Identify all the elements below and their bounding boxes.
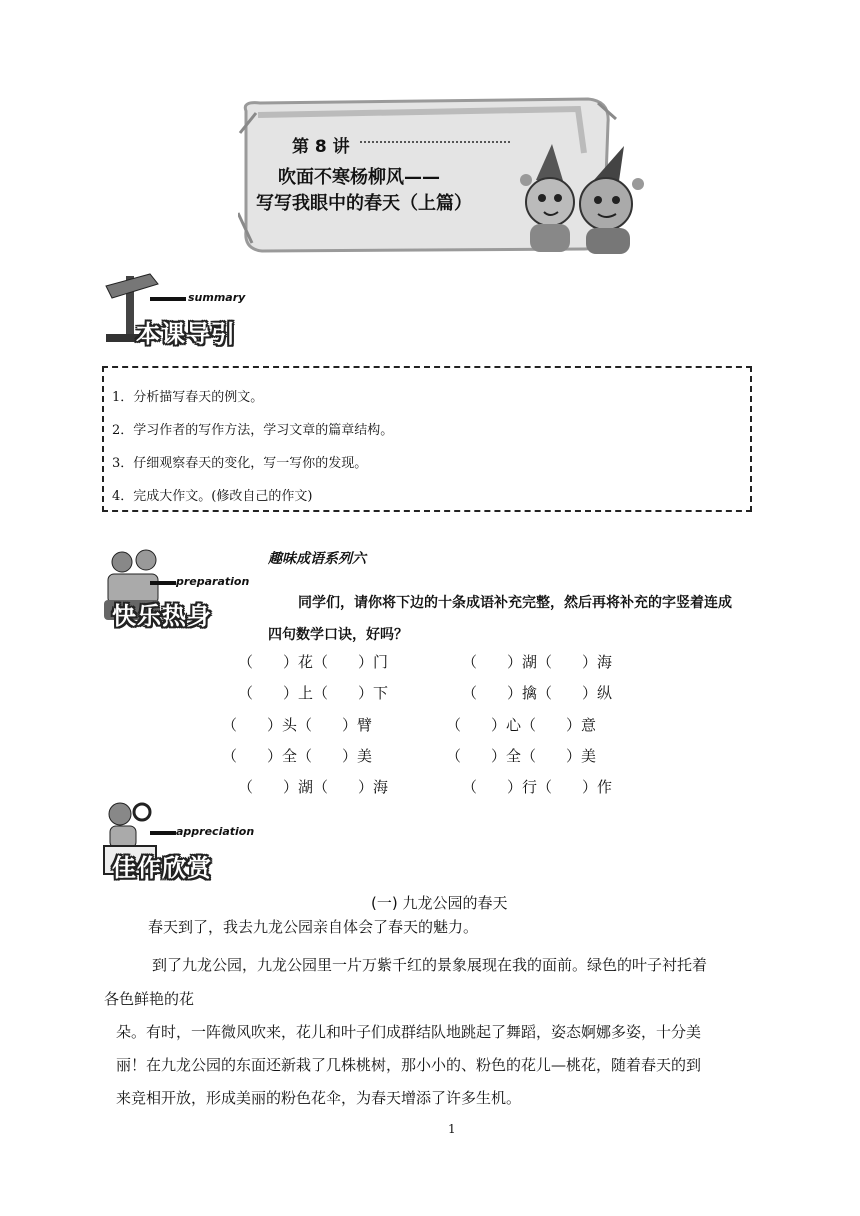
lesson-title-line2: 写写我眼中的春天（上篇）	[256, 193, 472, 214]
cartoon-characters-illustration	[506, 140, 656, 256]
article-paragraph-3-line2: 丽！在九龙公园的东面还新栽了几株桃树，那小小的、粉色的花儿—桃花，随着春天的到	[116, 1056, 702, 1074]
article-paragraph-2-line2: 各色鲜艳的花	[104, 990, 195, 1008]
idiom-5b: （ ）行（ ）作	[462, 778, 613, 796]
warmup-intro-line1: 同学们，请你将下边的十条成语补充完整，然后再将补充的字竖着连成	[298, 595, 732, 611]
warmup-title: 趣味成语系列六	[268, 551, 366, 567]
article-title: (一) 九龙公园的春天	[371, 894, 508, 912]
idiom-1b: （ ）湖（ ）海	[462, 653, 613, 671]
lesson-title-line1: 吹面不寒杨柳风——	[278, 167, 440, 188]
appreciation-bar	[150, 831, 176, 835]
objective-2: 2．学习作者的写作方法，学习文章的篇章结构。	[112, 423, 394, 438]
objective-1: 1．分析描写春天的例文。	[112, 390, 264, 405]
idiom-2b: （ ）擒（ ）纵	[462, 684, 613, 702]
article-paragraph-3-line1: 朵。有时，一阵微风吹来，花儿和叶子们成群结队地跳起了舞蹈，姿态婀娜多姿，十分美	[116, 1023, 702, 1041]
appreciation-label-en: appreciation	[176, 825, 255, 838]
idiom-5a: （ ）湖（ ）海	[238, 778, 389, 796]
objective-3: 3．仔细观察春天的变化，写一写你的发现。	[112, 456, 368, 471]
summary-label-cn: 本课导引	[136, 320, 236, 348]
idiom-4b: （ ）全（ ）美	[446, 747, 597, 765]
dotted-divider	[360, 141, 510, 143]
idiom-3a: （ ）头（ ）臂	[222, 716, 373, 734]
page-number: 1	[448, 1122, 456, 1136]
preparation-label-en: preparation	[176, 575, 250, 588]
objective-4: 4．完成大作文。(修改自己的作文)	[112, 489, 313, 504]
appreciation-label-cn: 佳作欣赏	[112, 854, 212, 882]
preparation-label-cn: 快乐热身	[112, 602, 212, 630]
lesson-number: 第 8 讲	[292, 137, 350, 157]
article-paragraph-1: 春天到了，我去九龙公园亲自体会了春天的魅力。	[148, 918, 479, 936]
summary-bar	[150, 297, 186, 301]
idiom-4a: （ ）全（ ）美	[222, 747, 373, 765]
article-paragraph-2-line1: 到了九龙公园，九龙公园里一片万紫千红的景象展现在我的面前。绿色的叶子衬托着	[152, 956, 708, 974]
summary-label-en: summary	[188, 291, 246, 304]
warmup-intro-line2: 四句数学口诀，好吗？	[268, 627, 408, 643]
article-paragraph-3-line3: 来竞相开放，形成美丽的粉色花伞，为春天增添了许多生机。	[116, 1089, 522, 1107]
idiom-3b: （ ）心（ ）意	[446, 716, 597, 734]
idiom-1a: （ ）花（ ）门	[238, 653, 389, 671]
idiom-2a: （ ）上（ ）下	[238, 684, 389, 702]
preparation-bar	[150, 581, 176, 585]
